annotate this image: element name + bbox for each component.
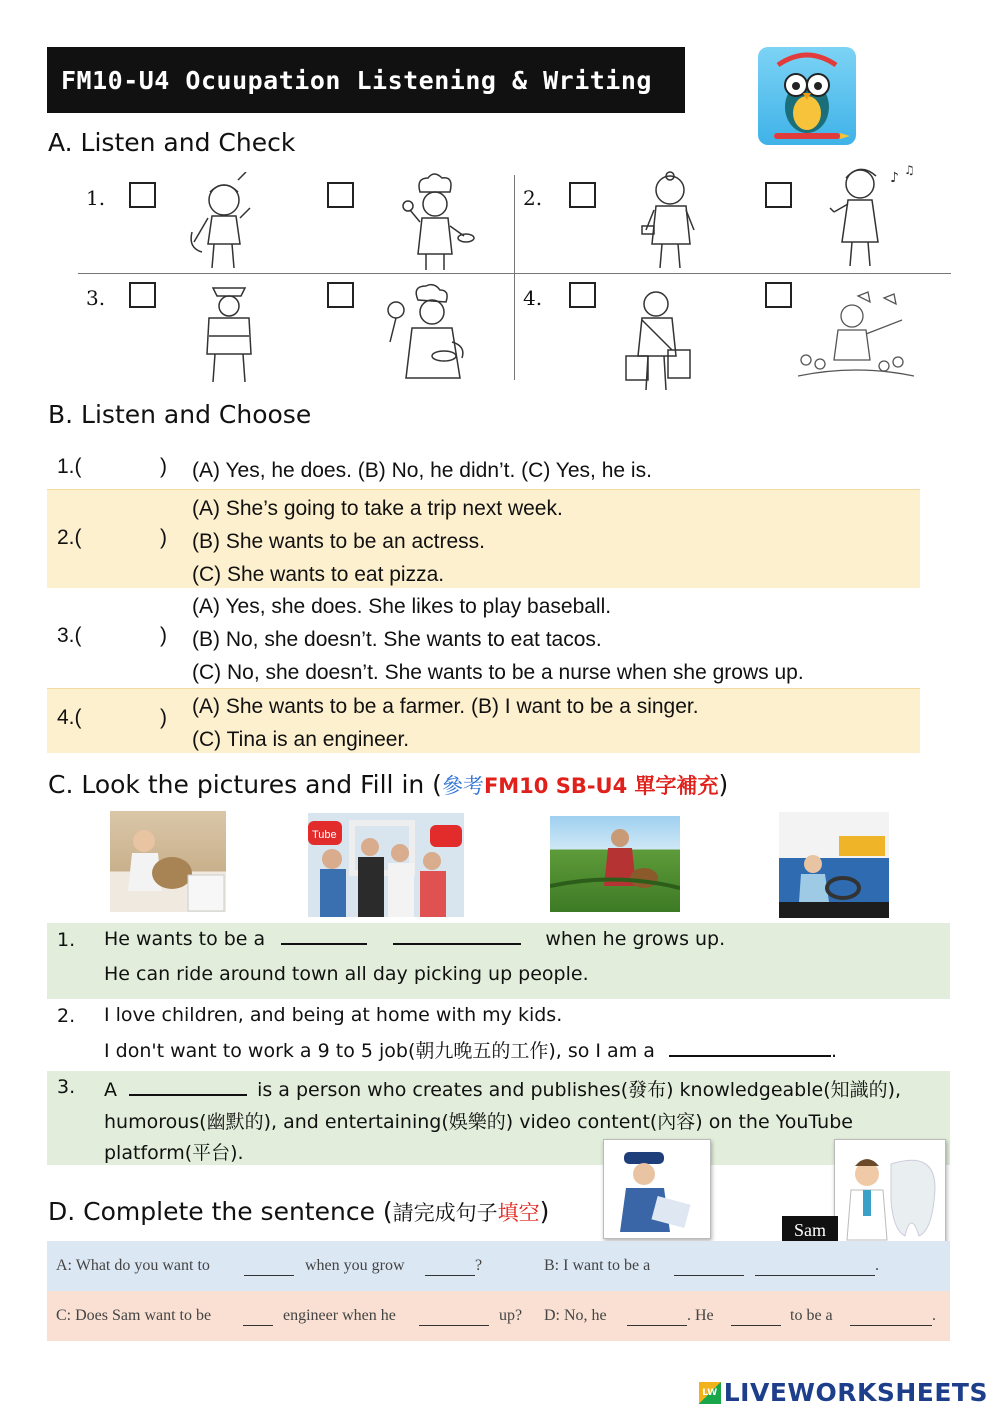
fill-in-blank[interactable] [281, 943, 367, 945]
fill-in-number: 1. [57, 929, 76, 951]
chef-drawing [398, 170, 478, 274]
page-title: FM10-U4 Ocuupation Listening & Writing [47, 47, 685, 113]
svg-text:♪: ♪ [890, 170, 899, 186]
dialogue-blank[interactable] [425, 1275, 475, 1276]
fill-in-row-2 [47, 1000, 950, 1070]
sentence-line: I love children, and being at home with my kids. [104, 1004, 563, 1026]
section-d-heading-close: ) [539, 1197, 550, 1226]
fill-in-text [104, 1075, 901, 1102]
dialogue-d-part3: to be a [790, 1307, 833, 1324]
checkbox-3b[interactable] [327, 282, 354, 308]
section-d-heading [48, 1197, 549, 1227]
dialogue-d-part4: . [932, 1307, 936, 1324]
dialogue-c-part2: engineer when he [283, 1307, 396, 1324]
dialogue-blank[interactable] [755, 1275, 875, 1276]
fill-in-number: 2. [57, 1005, 76, 1027]
singer-drawing [820, 162, 920, 270]
answer-paren: ) [160, 706, 167, 729]
option-line: (A) Yes, she does. She likes to play baseball. [192, 595, 612, 618]
sentence-part: . [830, 1040, 837, 1062]
dialogue-a-part1: A: What do you want to [56, 1257, 210, 1274]
answer-paren: ) [160, 455, 167, 478]
question-row-2 [47, 489, 920, 588]
section-b-heading: B. Listen and Choose [48, 400, 312, 429]
answer-input-3[interactable] [125, 626, 153, 648]
dialogue-row-2 [47, 1291, 950, 1341]
dentist-photo [834, 1139, 946, 1245]
liveworksheets-brand: LIVEWORKSHEETS [723, 1378, 988, 1407]
bus-driver-photo [779, 812, 889, 918]
dialogue-blank[interactable] [674, 1275, 744, 1276]
checkbox-2a[interactable] [569, 182, 596, 208]
checkbox-3a[interactable] [129, 282, 156, 308]
dialogue-row-1 [47, 1241, 950, 1291]
option-line: (B) No, she doesn’t. She wants to eat tacos. [192, 628, 602, 651]
sentence-part: I don't want to work a 9 to 5 job(朝九晚五的工作), so I am a [104, 1040, 655, 1062]
answer-paren: ) [160, 624, 167, 647]
question-row-4 [47, 688, 920, 753]
sentence-line: humorous(幽默的), and entertaining(娛樂的) video content(內容) on the YouTube [104, 1111, 853, 1133]
dialogue-blank[interactable] [731, 1325, 781, 1326]
answer-input-1[interactable] [125, 458, 153, 480]
dialogue-b-part2: . [875, 1257, 879, 1274]
performer-crowd-drawing [798, 290, 914, 378]
police-officer-drawing [195, 278, 265, 384]
checkbox-4b[interactable] [765, 282, 792, 308]
sentence-line: He can ride around town all day picking up people. [104, 963, 589, 985]
grid-divider-vertical [514, 175, 515, 380]
section-d-heading-red: 填空 [497, 1201, 540, 1225]
sam-label: Sam [782, 1216, 838, 1244]
section-d-heading-text: D. Complete the sentence ( [48, 1197, 393, 1226]
superhero-drawing [188, 172, 268, 272]
youtubers-photo [308, 813, 464, 917]
owl-logo-icon [758, 47, 856, 145]
dialogue-b-part1: B: I want to be a [544, 1257, 651, 1274]
item-number-4: 4. [523, 286, 543, 310]
question-number: 2.( [57, 526, 82, 549]
sentence-part: A [104, 1079, 117, 1101]
fill-in-blank[interactable] [393, 943, 521, 945]
dialogue-blank[interactable] [627, 1325, 687, 1326]
dialogue-c-part1: C: Does Sam want to be [56, 1307, 212, 1324]
sentence-line: platform(平台). [104, 1142, 244, 1164]
mail-carrier-photo [603, 1139, 711, 1239]
answer-input-4[interactable] [125, 708, 153, 730]
fill-in-row-3 [47, 1071, 950, 1165]
fill-in-text [104, 1036, 837, 1063]
section-c-heading-text: C. Look the pictures and Fill in ( [48, 770, 442, 799]
option-line: (C) Tina is an engineer. [192, 728, 410, 751]
option-line: (C) No, she doesn’t. She wants to be a nurse when she grows up. [192, 661, 804, 684]
fill-in-blank[interactable] [669, 1055, 831, 1057]
section-c-ref-red: FM10 SB-U4 單字補充 [483, 774, 719, 798]
question-row-3 [47, 589, 920, 688]
sentence-part: is a person who creates and publishes(發布) knowledgeable(知識的), [257, 1079, 902, 1101]
item-number-3: 3. [86, 286, 106, 310]
dialogue-blank[interactable] [850, 1325, 932, 1326]
dialogue-blank[interactable] [244, 1275, 294, 1276]
item-number-2: 2. [523, 186, 543, 210]
section-a-heading: A. Listen and Check [48, 128, 296, 157]
option-line: (B) She wants to be an actress. [192, 530, 485, 553]
fill-in-number: 3. [57, 1076, 76, 1098]
liveworksheets-logo[interactable] [699, 1378, 988, 1407]
question-number: 4.( [57, 706, 82, 729]
answer-paren: ) [160, 526, 167, 549]
dialogue-d-part2: . He [687, 1307, 714, 1324]
dialogue-blank[interactable] [419, 1325, 489, 1326]
fill-in-blank[interactable] [129, 1094, 247, 1096]
question-number: 1.( [57, 455, 82, 478]
option-line: (A) Yes, he does. (B) No, he didn’t. (C) Yes, he is. [192, 459, 652, 482]
section-c-heading-close: ) [718, 770, 729, 799]
item-number-1: 1. [86, 186, 106, 210]
option-line: (A) She’s going to take a trip next week. [192, 497, 563, 520]
option-line: (A) She wants to be a farmer. (B) I want to be a singer. [192, 695, 699, 718]
dialogue-d-part1: D: No, he [544, 1307, 607, 1324]
farmer-photo [550, 816, 680, 912]
dialogue-a-part3: ? [475, 1257, 483, 1274]
homemaker-laundry-photo [110, 811, 226, 912]
checkbox-4a[interactable] [569, 282, 596, 308]
sentence-part: when he grows up. [545, 928, 726, 950]
svg-text:♫: ♫ [904, 163, 915, 177]
mail-carrier-drawing [620, 286, 696, 394]
sentence-part: He wants to be a [104, 928, 266, 950]
dialogue-a-part2: when you grow [305, 1257, 405, 1274]
answer-input-2[interactable] [125, 526, 153, 548]
svg-text:Tube: Tube [312, 829, 337, 841]
checkbox-1a[interactable] [129, 182, 156, 208]
fill-in-text [104, 928, 725, 950]
section-d-heading-chinese: 請完成句子 [392, 1201, 498, 1225]
question-number: 3.( [57, 624, 82, 647]
checkbox-2b[interactable] [765, 182, 792, 208]
doctor-drawing [636, 166, 708, 272]
fill-in-row-1 [47, 923, 950, 999]
checkbox-1b[interactable] [327, 182, 354, 208]
section-c-heading [48, 770, 728, 800]
dialogue-blank[interactable] [243, 1325, 273, 1326]
liveworksheets-icon: LW [699, 1382, 721, 1404]
section-c-ref: 參考 [441, 774, 484, 798]
dialogue-c-part3: up? [499, 1307, 523, 1324]
cook-drawing [382, 282, 474, 392]
option-line: (C) She wants to eat pizza. [192, 563, 445, 586]
question-row-1 [47, 450, 920, 488]
